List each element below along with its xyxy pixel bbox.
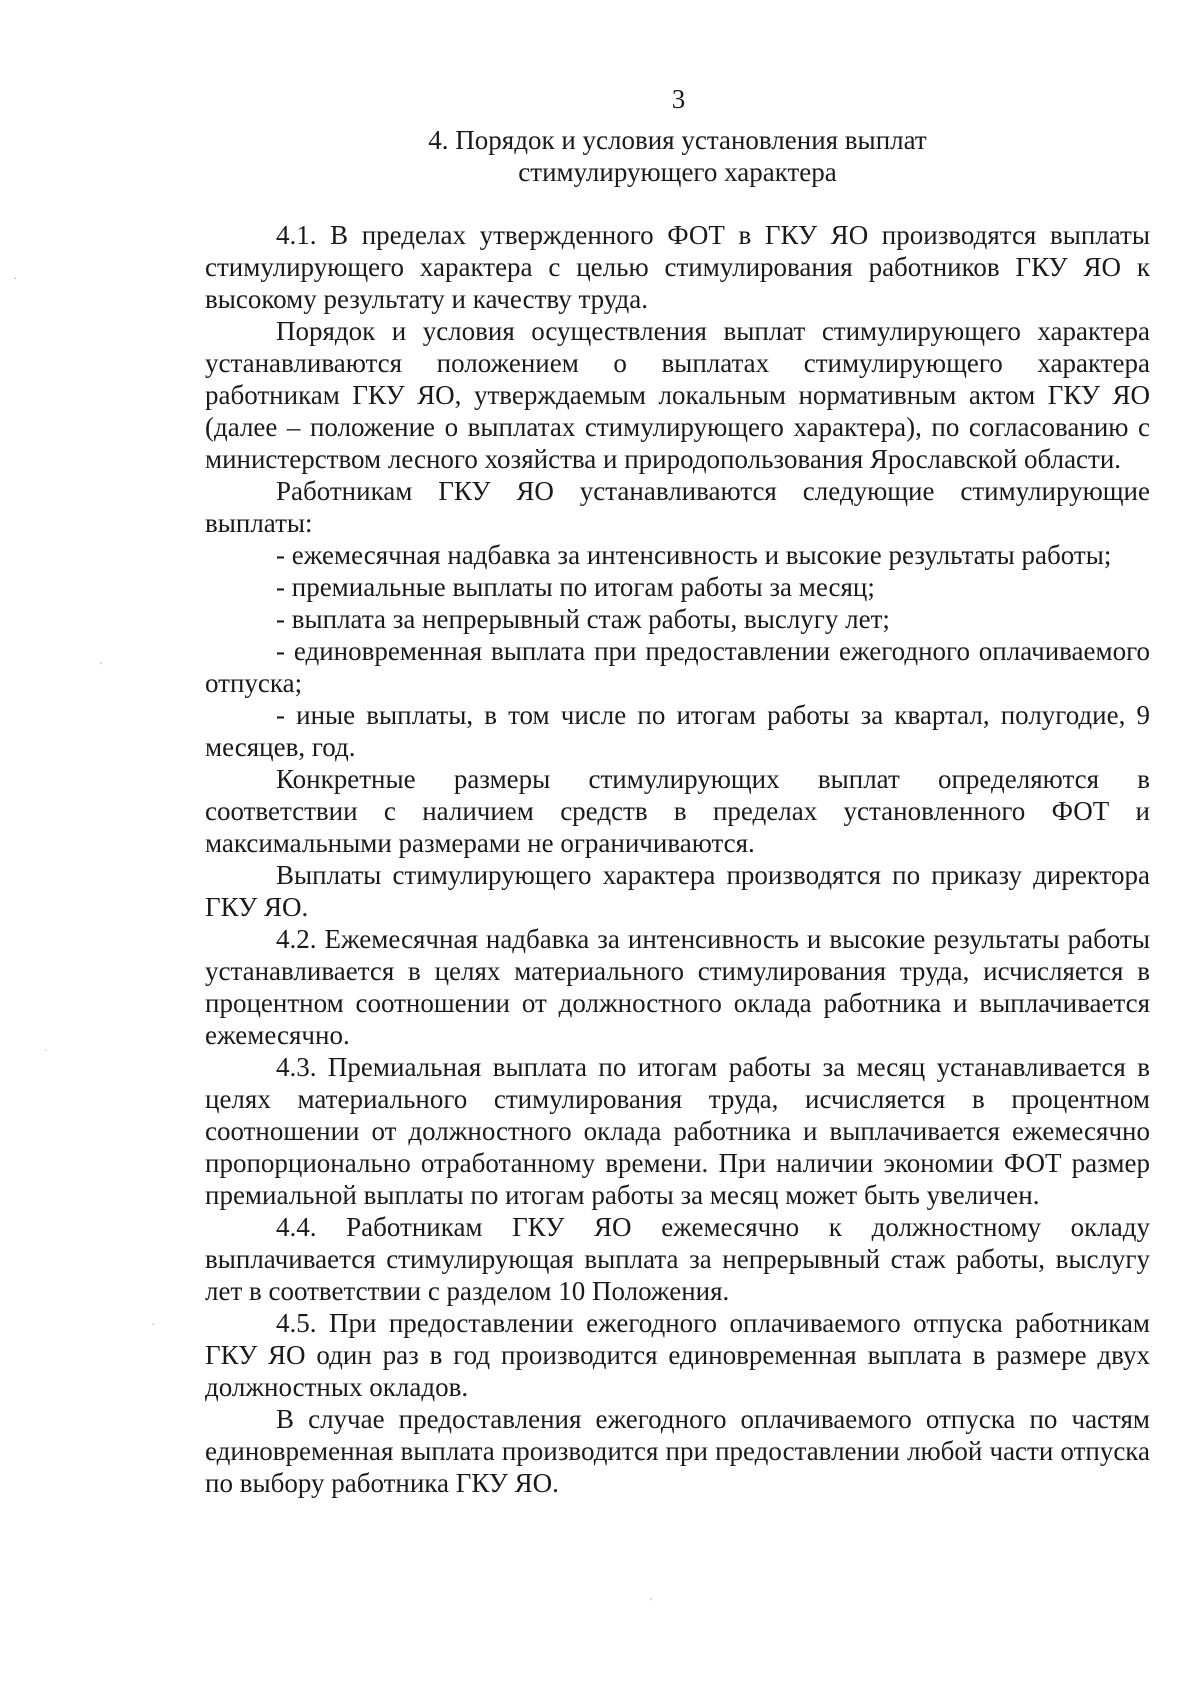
- scan-speck: `: [44, 1049, 48, 1060]
- paragraph-amounts: Конкретные размеры стимулирующих выплат определяются в соответствии с наличием средств в пределах установленного ФОТ и максимальными размерами не ограничиваются.: [205, 764, 1150, 858]
- list-item-premium: - премиальные выплаты по итогам работы за месяц;: [276, 572, 875, 602]
- list-item-vacation: - единовременная выплата при предоставлении ежегодного оплачиваемого отпуска;: [205, 636, 1150, 698]
- scan-speck: ': [100, 661, 102, 672]
- list-item-seniority: - выплата за непрерывный стаж работы, выслугу лет;: [276, 604, 890, 634]
- paragraph-4-2: 4.2. Ежемесячная надбавка за интенсивность и высокие результаты работы устанавливается в целях материального стимулирования труда, исчисляется в процентном соотношении от должностного оклада работника и выплачивается ежемесячно.: [205, 924, 1150, 1050]
- paragraph-order: Выплаты стимулирующего характера производятся по приказу директора ГКУ ЯО.: [205, 860, 1150, 922]
- paragraph-4-1: 4.1. В пределах утвержденного ФОТ в ГКУ ЯО производятся выплаты стимулирующего характера с целью стимулирования работников ГКУ ЯО к высокому результату и качеству труда.: [205, 220, 1150, 314]
- paragraph-4-5: 4.5. При предоставлении ежегодного оплачиваемого отпуска работникам ГКУ ЯО один раз в год производится единовременная выплата в размере двух должностных окладов.: [205, 1308, 1150, 1402]
- page-number: 3: [671, 84, 686, 114]
- section-body: [205, 219, 1150, 1499]
- scan-speck: ': [650, 1597, 652, 1608]
- paragraph-4-4: 4.4. Работникам ГКУ ЯО ежемесячно к должностному окладу выплачивается стимулирующая выплата за непрерывный стаж работы, выслугу лет в соответствии с разделом 10 Положения.: [205, 1212, 1150, 1306]
- section-heading: [205, 124, 1150, 188]
- paragraph-4-3: 4.3. Премиальная выплата по итогам работы за месяц устанавливается в целях материального стимулирования труда, исчисляется в процентном соотношении от должностного оклада работника и выплачивается ежемесячно пропорционально отработанному времени. При наличии экономии ФОТ размер премиальной выплаты по итогам работы за месяц может быть увеличен.: [205, 1052, 1150, 1210]
- list-item-monthly-bonus: - ежемесячная надбавка за интенсивность и высокие результаты работы;: [276, 540, 1112, 570]
- section-heading-line-1: 4. Порядок и условия установления выплат: [428, 125, 927, 155]
- paragraph-procedure: Порядок и условия осуществления выплат стимулирующего характера устанавливаются положением о выплатах стимулирующего характера работникам ГКУ ЯО, утверждаемым локальным нормативным актом ГКУ ЯО (далее – положение о выплатах стимулирующего характера), по согласованию с министерством лесного хозяйства и природопользования Ярославской области.: [205, 316, 1150, 474]
- list-item-other: - иные выплаты, в том числе по итогам работы за квартал, полугодие, 9 месяцев, год.: [205, 700, 1150, 762]
- scan-speck: .: [14, 271, 17, 282]
- section-heading-line-2: стимулирующего характера: [518, 157, 837, 187]
- paragraph-payments-intro: Работникам ГКУ ЯО устанавливаются следующие стимулирующие выплаты:: [205, 476, 1150, 538]
- paragraph-vacation-parts: В случае предоставления ежегодного оплачиваемого отпуска по частям единовременная выплата производится при предоставлении любой части отпуска по выбору работника ГКУ ЯО.: [205, 1404, 1150, 1498]
- scan-speck: .: [152, 1317, 155, 1328]
